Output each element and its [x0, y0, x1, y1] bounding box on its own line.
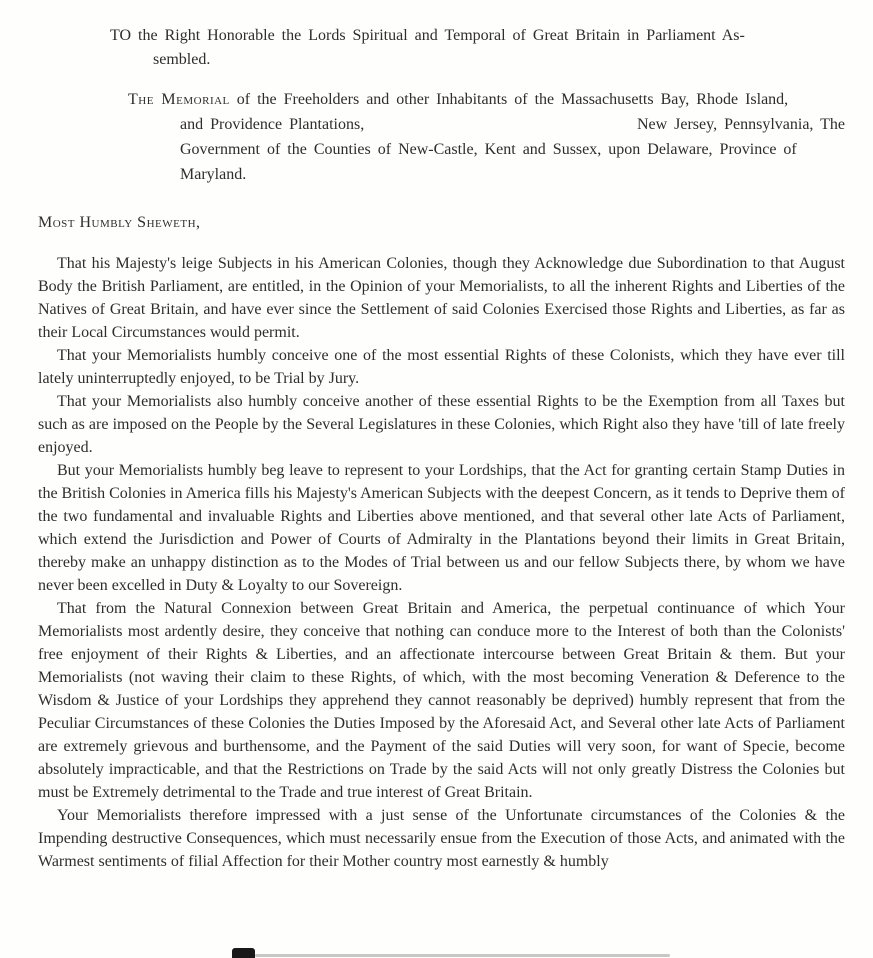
sheweth-line: Most Humbly Sheweth, — [38, 214, 201, 231]
salutation-continuation: sembled. — [153, 51, 211, 68]
paragraph-subordination: That his Majesty's leige Subjects in his American Colonies, though they Acknowledge due Subordination to that August Body the British Parliament, are entitled, in the Opinion of your Memorialists, to all the inherent Rights and Liberties of the Natives of Great Britain, and have ever since the Settlement of said Colonies Exercised those Rights and Liberties, as far as their Local Circumstances would permit. — [38, 255, 845, 341]
paragraph-tax-exemption: That your Memorialists also humbly conceive another of these essential Rights to be the Exemption from all Taxes but such as are imposed on the People by the Several Legislatures in these Colonies, which Right also they have 'till of late freely enjoyed. — [38, 393, 845, 456]
salutation — [38, 24, 845, 72]
scan-artifact-blot — [232, 948, 255, 958]
memorial-label: The Memorial — [128, 91, 230, 108]
salutation-line: TO the Right Honorable the Lords Spiritual and Temporal of Great Britain in Parliament As- — [110, 27, 745, 44]
paragraph-trial-by-jury: That your Memorialists humbly conceive one of the most essential Rights of these Colonists, which they have ever till lately uninterruptedly enjoyed, to be Trial by Jury. — [38, 347, 845, 387]
memorial-line-4: Maryland. — [180, 166, 247, 183]
document-body — [38, 252, 845, 873]
paragraph-stamp-duties: But your Memorialists humbly beg leave to represent to your Lordships, that the Act for granting certain Stamp Duties in the British Colonies in America fills his Majesty's American Subjects with the deepest Concern, as it tends to Deprive them of the two fundamental and invaluable Rights and Liberties above mentioned, and that several other late Acts of Parliament, which extend the Jurisdiction and Power of Courts of Admiralty in the Plantations beyond their limits in Great Britain, thereby make an unhappy distinction as to the Modes of Trial between us and our fellow Subjects there, by whom we have never been excelled in Duty & Loyalty to our Sovereign. — [38, 462, 845, 594]
scan-artifact-streak — [255, 954, 670, 957]
memorial-line-2-right: New Jersey, Pennsylvania, The — [636, 116, 845, 133]
memorial-line-2-left: and Providence Plantations, — [180, 116, 365, 133]
memorial-heading — [38, 87, 845, 187]
memorial-line-1-rest: of the Freeholders and other Inhabitants of the Massachusetts Bay, Rhode Island, — [236, 91, 789, 108]
paragraph-natural-connexion: That from the Natural Connexion between Great Britain and America, the perpetual continuance of which Your Memorialists most ardently desire, they conceive that nothing can conduce more to the Interest of both than the Colonists' free enjoyment of their Rights & Liberties, and an affectionate intercourse between Great Britain & them. But your Memorialists (not waving their claim to these Rights, of which, with the most becoming Veneration & Deference to the Wisdom & Justice of your Lordships they apprehend they cannot reasonably be deprived) humbly represent that from the Peculiar Circumstances of these Colonies the Duties Imposed by the Aforesaid Act, and Several other late Acts of Parliament are extremely grievous and burthensome, and the Payment of the said Duties will very soon, for want of Specie, become absolutely impracticable, and that the Restrictions on Trade by the said Acts will not only greatly Distress the Colonies but must be Extremely detrimental to the Trade and true interest of Great Britain. — [38, 600, 845, 801]
paragraph-closing: Your Memorialists therefore impressed with a just sense of the Unfortunate circumstances of the Colonies & the Impending destructive Consequences, which must necessarily ensue from the Execution of those Acts, and animated with the Warmest sentiments of filial Affection for their Mother country most earnestly & humbly — [38, 807, 845, 870]
memorial-line-1 — [128, 87, 845, 112]
memorial-line-3: Government of the Counties of New-Castle, Kent and Sussex, upon Delaware, Province of — [180, 141, 797, 158]
memorial-line-2 — [180, 112, 845, 137]
